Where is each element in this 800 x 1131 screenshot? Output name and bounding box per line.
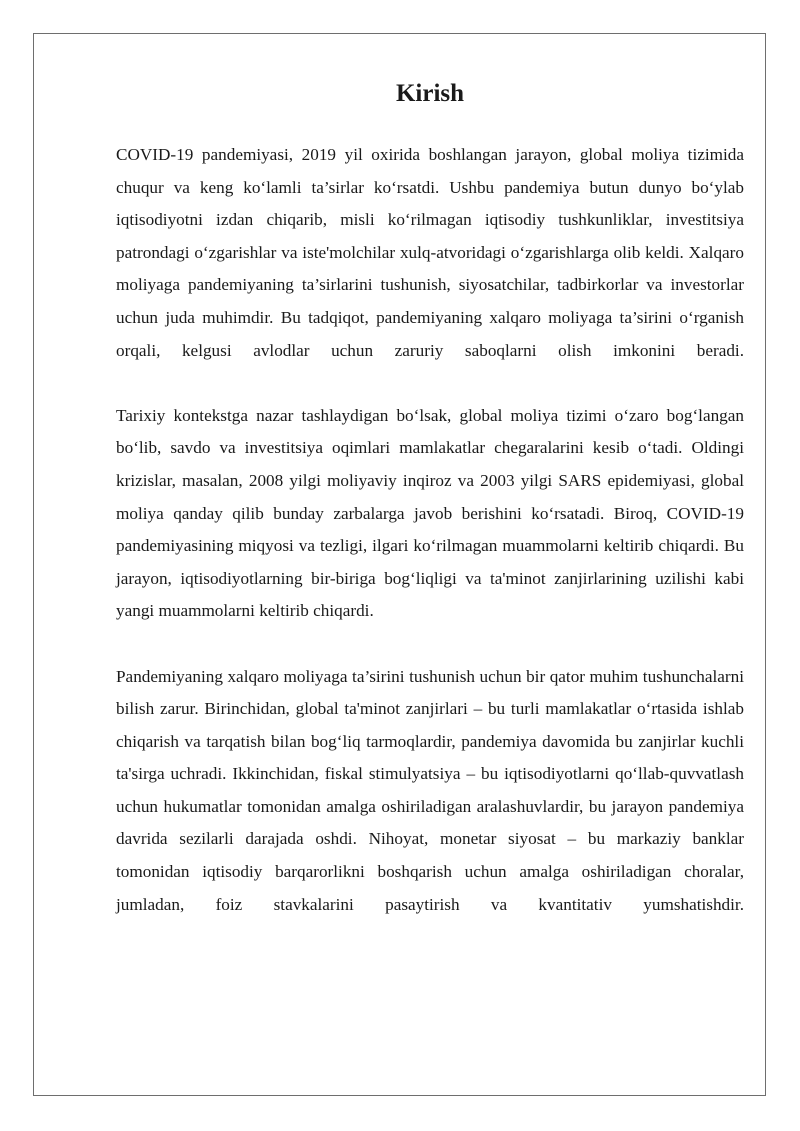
paragraph-gap <box>116 628 744 661</box>
paragraph-historical-context: Tarixiy kontekstga nazar tashlaydigan bo‘lsak, global moliya tizimi o‘zaro bog‘langan bo‘lib, savdo va investitsiya oqimlari mamlakatlar chegaralarini kesib o‘tadi. Oldingi krizislar, masalan, 2008 yilgi moliyaviy inqiroz va 2003 yilgi SARS epidemiyasi, global moliya qanday qilib bunday zarbalarga javob berishini ko‘rsatadi. Biroq, COVID-19 pandemiyasining miqyosi va tezligi, ilgari ko‘rilmagan muammolarni keltirib chiqardi. Bu jarayon, iqtisodiyotlarning bir-biriga bog‘liqligi va ta'minot zanjirlarining uzilishi kabi yangi muammolarni keltirib chiqardi. <box>116 405 744 621</box>
paragraph-intro: COVID-19 pandemiyasi, 2019 yil oxirida boshlangan jarayon, global moliya tizimida chuqur va keng ko‘lamli ta’sirlar ko‘rsatdi. Ushbu pandemiya butun dunyo bo‘ylab iqtisodiyotni izdan chiqarib, misli ko‘rilmagan iqtisodiy tushkunliklar, investitsiya patrondagi o‘zgarishlar va iste'molchilar xulq-atvoridagi o‘zgarishlarga olib keldi. Xalqaro moliyaga pandemiyaning ta’sirlarini tushunish, siyosatchilar, tadbirkorlar va investorlar uchun juda muhimdir. Bu tadqiqot, pandemiyaning xalqaro moliyaga ta’sirini o‘rganish orqali, kelgusi avlodlar uchun zaruriy saboqlarni olish imkonini beradi. <box>116 145 744 360</box>
document-page <box>33 33 766 1096</box>
paragraph-key-concepts: Pandemiyaning xalqaro moliyaga ta’sirini tushunish uchun bir qator muhim tushunchalarni bilish zarur. Birinchidan, global ta'minot zanjirlari – bu turli mamlakatlar o‘rtasida ishlab chiqarish va tarqatish bilan bog‘liq tarmoqlardir, pandemiya davomida bu zanjirlar kuchli ta'sirga uchradi. Ikkinchidan, fiskal stimulyatsiya – bu iqtisodiyotlarni qo‘llab-quvvatlash uchun hukumatlar tomonidan amalga oshiriladigan aralashuvlardir, bu jarayon pandemiya davrida sezilarli darajada oshdi. Nihoyat, monetar siyosat – bu markaziy banklar tomonidan iqtisodiy barqarorlikni boshqarish uchun amalga oshiriladigan choralar, jumladan, foiz stavkalarini pasaytirish va kvantitativ yumshatishdir. <box>116 666 744 914</box>
paragraph-gap <box>116 367 744 400</box>
page-title: Kirish <box>395 80 465 107</box>
document-body <box>116 79 744 921</box>
